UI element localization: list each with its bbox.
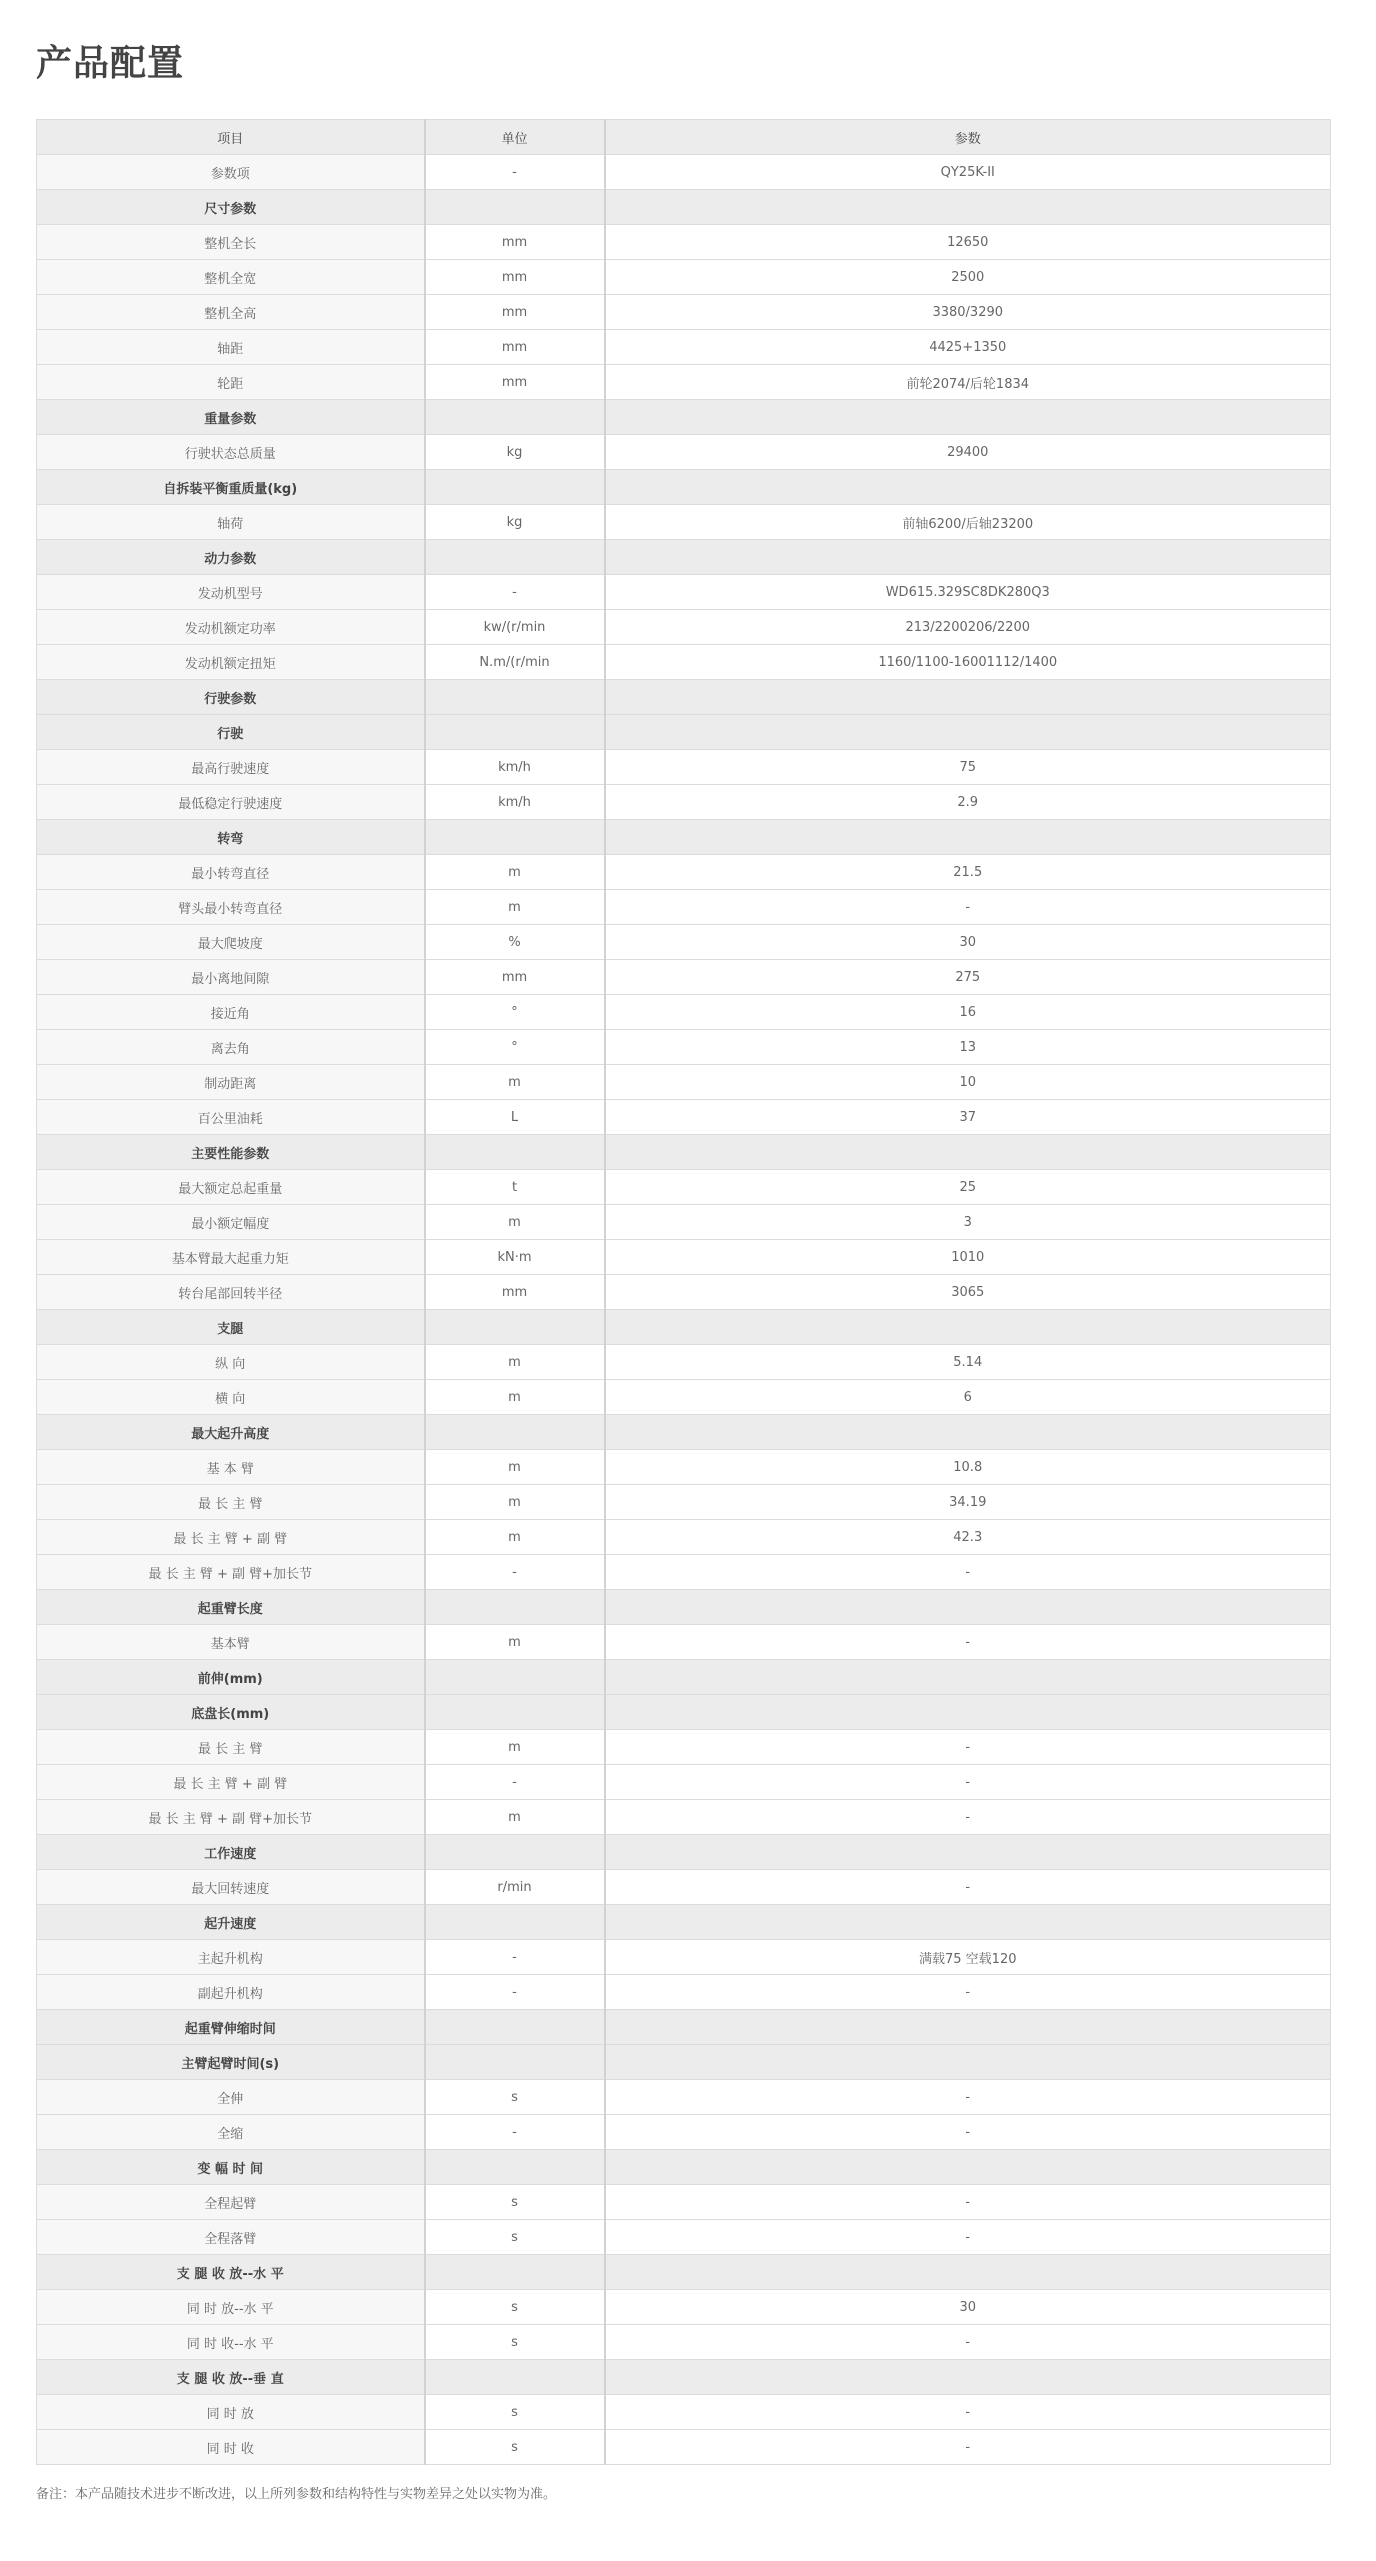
- cell-unit: m: [425, 1380, 605, 1415]
- header-unit: 单位: [425, 120, 605, 155]
- cell-value: [605, 2010, 1331, 2045]
- cell-value: -: [605, 1870, 1331, 1905]
- cell-value: 3065: [605, 1275, 1331, 1310]
- table-row: [37, 2220, 1331, 2255]
- cell-value: 275: [605, 960, 1331, 995]
- cell-unit: [425, 1135, 605, 1170]
- cell-value: [605, 1695, 1331, 1730]
- cell-item: 参数项: [37, 155, 425, 190]
- cell-unit: m: [425, 1625, 605, 1660]
- cell-value: [605, 1590, 1331, 1625]
- cell-item: 变 幅 时 间: [37, 2150, 425, 2185]
- footnote: 备注：本产品随技术进步不断改进，以上所列参数和结构特性与实物差异之处以实物为准。: [36, 2487, 557, 2502]
- cell-item: 转弯: [37, 820, 425, 855]
- section-row: [37, 2255, 1331, 2290]
- cell-item: 基本臂: [37, 1625, 425, 1660]
- cell-unit: s: [425, 2220, 605, 2255]
- cell-value: 30: [605, 925, 1331, 960]
- section-row: [37, 1835, 1331, 1870]
- cell-value: [605, 1835, 1331, 1870]
- cell-value: [605, 2255, 1331, 2290]
- table-row: [37, 1065, 1331, 1100]
- cell-item: 最 长 主 臂 + 副 臂+加长节: [37, 1800, 425, 1835]
- cell-unit: s: [425, 2430, 605, 2465]
- table-row: [37, 960, 1331, 995]
- cell-item: 转台尾部回转半径: [37, 1275, 425, 1310]
- cell-value: -: [605, 2395, 1331, 2430]
- cell-value: [605, 820, 1331, 855]
- cell-item: 轴荷: [37, 505, 425, 540]
- section-row: [37, 400, 1331, 435]
- cell-unit: -: [425, 1975, 605, 2010]
- cell-value: 10: [605, 1065, 1331, 1100]
- cell-item: 副起升机构: [37, 1975, 425, 2010]
- table-row: [37, 2290, 1331, 2325]
- cell-unit: m: [425, 1520, 605, 1555]
- cell-item: 最 长 主 臂 + 副 臂+加长节: [37, 1555, 425, 1590]
- cell-item: 最高行驶速度: [37, 750, 425, 785]
- table-row: [37, 365, 1331, 400]
- cell-unit: m: [425, 1800, 605, 1835]
- cell-value: 1010: [605, 1240, 1331, 1275]
- cell-item: 横 向: [37, 1380, 425, 1415]
- table-row: [37, 295, 1331, 330]
- table-row: [37, 1240, 1331, 1275]
- table-row: [37, 645, 1331, 680]
- table-row: [37, 1485, 1331, 1520]
- cell-unit: mm: [425, 960, 605, 995]
- cell-item: 制动距离: [37, 1065, 425, 1100]
- cell-value: 3: [605, 1205, 1331, 1240]
- table-row: [37, 575, 1331, 610]
- cell-unit: [425, 2010, 605, 2045]
- cell-item: 发动机型号: [37, 575, 425, 610]
- cell-item: 整机全长: [37, 225, 425, 260]
- table-row: [37, 1800, 1331, 1835]
- cell-value: [605, 1415, 1331, 1450]
- cell-unit: -: [425, 1765, 605, 1800]
- cell-unit: [425, 1590, 605, 1625]
- cell-value: [605, 2045, 1331, 2080]
- table-row: [37, 1730, 1331, 1765]
- cell-value: -: [605, 2185, 1331, 2220]
- cell-value: WD615.329SC8DK280Q3: [605, 575, 1331, 610]
- cell-item: 最 长 主 臂: [37, 1730, 425, 1765]
- section-row: [37, 1905, 1331, 1940]
- cell-value: -: [605, 2115, 1331, 2150]
- cell-item: 全缩: [37, 2115, 425, 2150]
- cell-unit: %: [425, 925, 605, 960]
- cell-unit: [425, 1415, 605, 1450]
- cell-item: 起重臂长度: [37, 1590, 425, 1625]
- cell-item: 起重臂伸缩时间: [37, 2010, 425, 2045]
- table-row: [37, 995, 1331, 1030]
- cell-item: 尺寸参数: [37, 190, 425, 225]
- cell-value: 29400: [605, 435, 1331, 470]
- cell-value: -: [605, 2080, 1331, 2115]
- cell-item: 同 时 收: [37, 2430, 425, 2465]
- section-row: [37, 820, 1331, 855]
- cell-item: 最 长 主 臂: [37, 1485, 425, 1520]
- cell-unit: mm: [425, 1275, 605, 1310]
- cell-value: 2.9: [605, 785, 1331, 820]
- cell-unit: mm: [425, 330, 605, 365]
- table-row: [37, 505, 1331, 540]
- cell-item: 纵 向: [37, 1345, 425, 1380]
- section-row: [37, 1590, 1331, 1625]
- cell-item: 最小离地间隙: [37, 960, 425, 995]
- section-row: [37, 2360, 1331, 2395]
- cell-unit: [425, 2360, 605, 2395]
- cell-item: 起升速度: [37, 1905, 425, 1940]
- cell-unit: -: [425, 2115, 605, 2150]
- section-row: [37, 2045, 1331, 2080]
- table-row: [37, 750, 1331, 785]
- cell-unit: m: [425, 1345, 605, 1380]
- cell-item: 工作速度: [37, 1835, 425, 1870]
- cell-value: 前轮2074/后轮1834: [605, 365, 1331, 400]
- table-row: [37, 260, 1331, 295]
- cell-unit: [425, 2150, 605, 2185]
- cell-item: 全伸: [37, 2080, 425, 2115]
- cell-value: [605, 190, 1331, 225]
- table-row: [37, 890, 1331, 925]
- cell-item: 发动机额定扭矩: [37, 645, 425, 680]
- cell-item: 支 腿 收 放--水 平: [37, 2255, 425, 2290]
- section-row: [37, 1415, 1331, 1450]
- table-row: [37, 1940, 1331, 1975]
- cell-unit: m: [425, 1205, 605, 1240]
- table-row: [37, 1170, 1331, 1205]
- section-row: [37, 715, 1331, 750]
- cell-unit: s: [425, 2185, 605, 2220]
- cell-item: 最 长 主 臂 + 副 臂: [37, 1765, 425, 1800]
- cell-unit: -: [425, 155, 605, 190]
- cell-item: 整机全宽: [37, 260, 425, 295]
- cell-value: 16: [605, 995, 1331, 1030]
- cell-unit: [425, 2255, 605, 2290]
- cell-value: -: [605, 1625, 1331, 1660]
- cell-item: 最大回转速度: [37, 1870, 425, 1905]
- table-row: [37, 1625, 1331, 1660]
- page-title: 产品配置: [36, 43, 185, 84]
- section-row: [37, 470, 1331, 505]
- cell-item: 基 本 臂: [37, 1450, 425, 1485]
- cell-value: -: [605, 1555, 1331, 1590]
- cell-item: 主臂起臂时间(s): [37, 2045, 425, 2080]
- table-row: [37, 2080, 1331, 2115]
- cell-unit: r/min: [425, 1870, 605, 1905]
- cell-item: 离去角: [37, 1030, 425, 1065]
- cell-unit: s: [425, 2290, 605, 2325]
- cell-value: 213/2200206/2200: [605, 610, 1331, 645]
- cell-item: 同 时 放: [37, 2395, 425, 2430]
- cell-unit: [425, 540, 605, 575]
- cell-unit: s: [425, 2080, 605, 2115]
- header-item: 项目: [37, 120, 425, 155]
- cell-item: 支 腿 收 放--垂 直: [37, 2360, 425, 2395]
- spec-table: [36, 119, 1331, 2465]
- cell-unit: kg: [425, 435, 605, 470]
- cell-value: 5.14: [605, 1345, 1331, 1380]
- cell-unit: °: [425, 1030, 605, 1065]
- cell-item: 全程起臂: [37, 2185, 425, 2220]
- table-row: [37, 1380, 1331, 1415]
- cell-item: 支腿: [37, 1310, 425, 1345]
- cell-item: 前伸(mm): [37, 1660, 425, 1695]
- cell-unit: kN·m: [425, 1240, 605, 1275]
- cell-value: 42.3: [605, 1520, 1331, 1555]
- table-row: [37, 1450, 1331, 1485]
- table-row: [37, 925, 1331, 960]
- cell-value: 30: [605, 2290, 1331, 2325]
- table-header-row: [37, 120, 1331, 155]
- section-row: [37, 2150, 1331, 2185]
- section-row: [37, 1695, 1331, 1730]
- cell-item: 行驶状态总质量: [37, 435, 425, 470]
- section-row: [37, 1660, 1331, 1695]
- cell-value: -: [605, 2430, 1331, 2465]
- cell-unit: [425, 715, 605, 750]
- cell-value: 2500: [605, 260, 1331, 295]
- cell-unit: [425, 820, 605, 855]
- table-row: [37, 785, 1331, 820]
- table-row: [37, 1765, 1331, 1800]
- cell-unit: mm: [425, 225, 605, 260]
- cell-item: 动力参数: [37, 540, 425, 575]
- cell-unit: -: [425, 575, 605, 610]
- cell-value: [605, 1660, 1331, 1695]
- table-row: [37, 2430, 1331, 2465]
- cell-unit: km/h: [425, 785, 605, 820]
- cell-item: 百公里油耗: [37, 1100, 425, 1135]
- table-row: [37, 1030, 1331, 1065]
- cell-item: 最大额定总起重量: [37, 1170, 425, 1205]
- section-row: [37, 1310, 1331, 1345]
- table-row: [37, 1205, 1331, 1240]
- cell-unit: m: [425, 1485, 605, 1520]
- cell-item: 发动机额定功率: [37, 610, 425, 645]
- cell-unit: [425, 1695, 605, 1730]
- cell-item: 轮距: [37, 365, 425, 400]
- cell-unit: km/h: [425, 750, 605, 785]
- header-value: 参数: [605, 120, 1331, 155]
- cell-unit: [425, 190, 605, 225]
- cell-value: 3380/3290: [605, 295, 1331, 330]
- cell-value: 13: [605, 1030, 1331, 1065]
- cell-value: 34.19: [605, 1485, 1331, 1520]
- table-row: [37, 2185, 1331, 2220]
- cell-item: 最小转弯直径: [37, 855, 425, 890]
- cell-unit: [425, 2045, 605, 2080]
- section-row: [37, 190, 1331, 225]
- cell-unit: m: [425, 1450, 605, 1485]
- table-row: [37, 155, 1331, 190]
- cell-item: 最低稳定行驶速度: [37, 785, 425, 820]
- cell-value: [605, 1135, 1331, 1170]
- cell-item: 底盘长(mm): [37, 1695, 425, 1730]
- table-row: [37, 1555, 1331, 1590]
- table-row: [37, 1275, 1331, 1310]
- table-row: [37, 1975, 1331, 2010]
- cell-unit: m: [425, 1065, 605, 1100]
- cell-unit: [425, 1660, 605, 1695]
- cell-value: -: [605, 2325, 1331, 2360]
- cell-value: -: [605, 1800, 1331, 1835]
- table-row: [37, 1100, 1331, 1135]
- cell-unit: m: [425, 855, 605, 890]
- cell-value: -: [605, 1730, 1331, 1765]
- cell-item: 最大起升高度: [37, 1415, 425, 1450]
- section-row: [37, 2010, 1331, 2045]
- cell-value: 10.8: [605, 1450, 1331, 1485]
- cell-item: 行驶: [37, 715, 425, 750]
- cell-unit: [425, 1905, 605, 1940]
- cell-value: 25: [605, 1170, 1331, 1205]
- cell-value: [605, 2360, 1331, 2395]
- cell-unit: kg: [425, 505, 605, 540]
- table-row: [37, 2395, 1331, 2430]
- spec-table-body: [37, 155, 1331, 2465]
- cell-value: [605, 1905, 1331, 1940]
- cell-value: 12650: [605, 225, 1331, 260]
- section-row: [37, 680, 1331, 715]
- cell-value: -: [605, 1765, 1331, 1800]
- cell-unit: s: [425, 2325, 605, 2360]
- section-row: [37, 1135, 1331, 1170]
- section-row: [37, 540, 1331, 575]
- cell-unit: m: [425, 1730, 605, 1765]
- table-row: [37, 1345, 1331, 1380]
- table-row: [37, 225, 1331, 260]
- table-row: [37, 435, 1331, 470]
- cell-unit: N.m/(r/min: [425, 645, 605, 680]
- cell-value: [605, 400, 1331, 435]
- cell-item: 最大爬坡度: [37, 925, 425, 960]
- cell-value: 4425+1350: [605, 330, 1331, 365]
- cell-item: 整机全高: [37, 295, 425, 330]
- cell-value: [605, 470, 1331, 505]
- cell-unit: [425, 1310, 605, 1345]
- table-row: [37, 2325, 1331, 2360]
- cell-value: [605, 680, 1331, 715]
- cell-value: -: [605, 2220, 1331, 2255]
- cell-unit: -: [425, 1940, 605, 1975]
- cell-value: 21.5: [605, 855, 1331, 890]
- cell-unit: [425, 400, 605, 435]
- cell-value: 75: [605, 750, 1331, 785]
- cell-item: 轴距: [37, 330, 425, 365]
- cell-item: 全程落臂: [37, 2220, 425, 2255]
- cell-item: 臂头最小转弯直径: [37, 890, 425, 925]
- cell-item: 自拆装平衡重质量(kg): [37, 470, 425, 505]
- cell-item: 主要性能参数: [37, 1135, 425, 1170]
- cell-item: 最小额定幅度: [37, 1205, 425, 1240]
- cell-value: [605, 2150, 1331, 2185]
- cell-unit: m: [425, 890, 605, 925]
- cell-item: 行驶参数: [37, 680, 425, 715]
- table-row: [37, 1520, 1331, 1555]
- cell-unit: [425, 470, 605, 505]
- cell-unit: L: [425, 1100, 605, 1135]
- cell-unit: [425, 1835, 605, 1870]
- table-row: [37, 1870, 1331, 1905]
- cell-item: 最 长 主 臂 + 副 臂: [37, 1520, 425, 1555]
- cell-unit: s: [425, 2395, 605, 2430]
- cell-value: -: [605, 890, 1331, 925]
- cell-item: 基本臂最大起重力矩: [37, 1240, 425, 1275]
- table-row: [37, 610, 1331, 645]
- cell-unit: -: [425, 1555, 605, 1590]
- cell-value: -: [605, 1975, 1331, 2010]
- cell-item: 同 时 放--水 平: [37, 2290, 425, 2325]
- cell-item: 接近角: [37, 995, 425, 1030]
- cell-unit: t: [425, 1170, 605, 1205]
- cell-unit: mm: [425, 365, 605, 400]
- table-row: [37, 330, 1331, 365]
- cell-value: [605, 715, 1331, 750]
- cell-value: 前轴6200/后轴23200: [605, 505, 1331, 540]
- cell-value: 37: [605, 1100, 1331, 1135]
- table-row: [37, 855, 1331, 890]
- cell-unit: mm: [425, 260, 605, 295]
- cell-item: 重量参数: [37, 400, 425, 435]
- cell-item: 主起升机构: [37, 1940, 425, 1975]
- cell-unit: mm: [425, 295, 605, 330]
- table-row: [37, 2115, 1331, 2150]
- cell-value: [605, 540, 1331, 575]
- cell-value: 满载75 空载120: [605, 1940, 1331, 1975]
- cell-unit: [425, 680, 605, 715]
- cell-value: [605, 1310, 1331, 1345]
- cell-value: 1160/1100-16001112/1400: [605, 645, 1331, 680]
- cell-unit: °: [425, 995, 605, 1030]
- cell-value: 6: [605, 1380, 1331, 1415]
- cell-unit: kw/(r/min: [425, 610, 605, 645]
- cell-item: 同 时 收--水 平: [37, 2325, 425, 2360]
- cell-value: QY25K-II: [605, 155, 1331, 190]
